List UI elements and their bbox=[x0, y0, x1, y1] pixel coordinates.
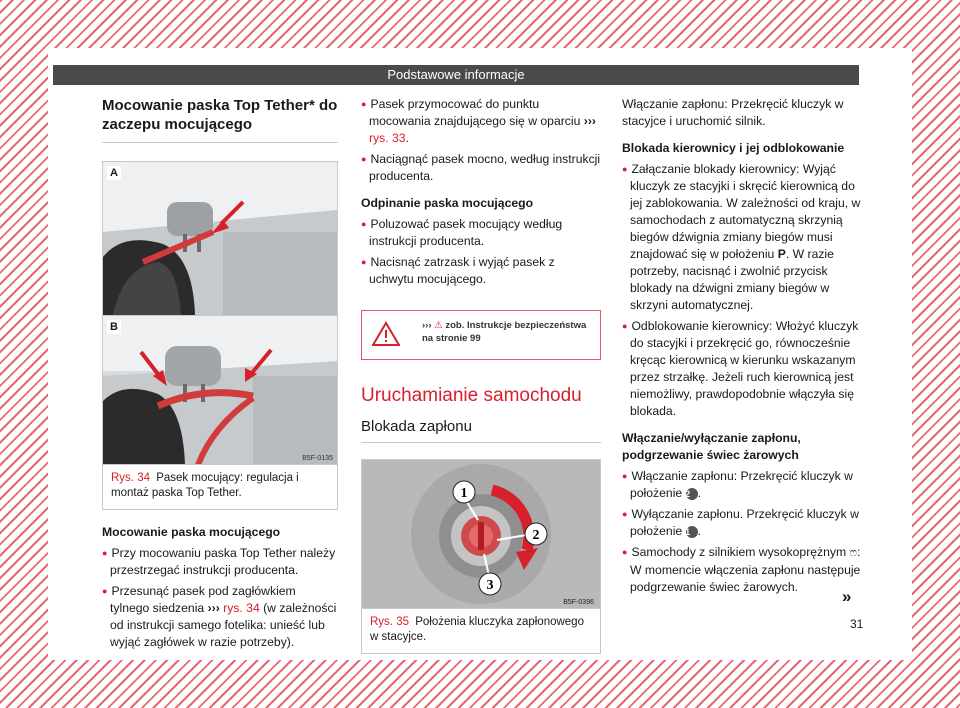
position-label-1: 1 bbox=[460, 486, 468, 501]
subsection-title-blokada: Blokada zapłonu bbox=[361, 418, 601, 443]
continued-mark: » bbox=[842, 587, 852, 606]
column-1 bbox=[102, 96, 338, 651]
figure-35-image bbox=[362, 460, 600, 608]
column-2 bbox=[361, 96, 601, 654]
text: Pasek przymocować do punktu mocowania znajdującego się w oparciu bbox=[369, 97, 581, 128]
warning-icon bbox=[372, 321, 400, 347]
xref-link[interactable]: rys. 33 bbox=[369, 131, 406, 145]
text: . bbox=[697, 524, 701, 538]
list-item: ● Naciągnąć pasek mocno, według instrukcji producenta. bbox=[361, 151, 601, 185]
list-item: ● Nacisnąć zatrzask i wyjąć pasek z uchwytu mocującego. bbox=[361, 254, 601, 288]
text: . W razie potrzeby, nacisnąć i zwolnić przycisk blokady na dźwigni zmiany biegów w skrzyni automatycznej. bbox=[630, 247, 834, 312]
list-item bbox=[102, 583, 338, 651]
text: Przesunąć pasek pod zagłówkiem tylnego siedzenia bbox=[110, 584, 296, 615]
subhead-mocowanie: Mocowanie paska mocującego bbox=[102, 525, 281, 539]
position-label-3: 3 bbox=[486, 578, 494, 593]
list-item: ● Odblokowanie kierownicy: Włożyć kluczyk do stacyjki i przekręcić go, równocześnie kręcąc kierownicą w kierunku wskazanym przez strzałkę. Jeżeli ruch kierownicą jest niemożliwy, prawdopodobnie włączyła się blokada. bbox=[622, 318, 862, 420]
subhead-odpinanie: Odpinanie paska mocującego bbox=[361, 196, 534, 210]
text: . bbox=[405, 131, 409, 145]
text: (w zależności od instrukcji samego fotelika: unieść lub wyjąć zagłówek w razie potrzeby). bbox=[110, 601, 337, 649]
small-warning-icon: ⚠ bbox=[434, 320, 443, 331]
caption-ref: Rys. 34 bbox=[111, 472, 150, 484]
text: Wyłączanie zapłonu. Przekręcić kluczyk w położenie bbox=[630, 507, 859, 538]
xref-arrows[interactable]: ››› bbox=[207, 601, 220, 615]
caption-text: Pasek mocujący: regulacja i montaż paska Top Tether. bbox=[111, 472, 299, 499]
gear-p: P bbox=[777, 247, 786, 261]
figure-code: B5F-0396 bbox=[563, 599, 594, 606]
warning-text[interactable] bbox=[422, 319, 592, 345]
list-item bbox=[622, 544, 862, 596]
position-badge: 2 bbox=[686, 488, 698, 500]
text: . bbox=[697, 486, 701, 500]
list-item bbox=[622, 506, 862, 540]
figure-34-panel-a bbox=[103, 162, 337, 315]
list-item: ● Przy mocowaniu paska Top Tether należy przestrzegać instrukcji producenta. bbox=[102, 545, 338, 579]
warning-arrows: ››› bbox=[422, 320, 432, 331]
list-item bbox=[622, 161, 862, 314]
text: : W momencie włączenia zapłonu następuje podgrzewanie świec żarowych. bbox=[630, 545, 861, 594]
list-item: ● Poluzować pasek mocujący według instrukcji producenta. bbox=[361, 216, 601, 250]
text: Samochody z silnikiem wysokoprężnym bbox=[631, 545, 847, 559]
subhead-blokada-kierownicy: Blokada kierownicy i jej odblokowanie bbox=[622, 141, 845, 155]
figure-35-caption bbox=[362, 608, 600, 653]
list-item bbox=[361, 96, 601, 147]
panel-b-label: B bbox=[107, 320, 121, 334]
panel-a-label: A bbox=[107, 166, 121, 180]
figure-34 bbox=[102, 161, 338, 510]
position-badge: 1 bbox=[686, 526, 698, 538]
xref-link[interactable]: rys. 34 bbox=[223, 601, 260, 615]
figure-34-panel-b bbox=[103, 315, 337, 464]
warning-ref: zob. Instrukcje bezpieczeństwa na stronie 99 bbox=[422, 320, 587, 344]
section-title-uruchamianie: Uruchamianie samochodu bbox=[361, 385, 582, 406]
position-label-2: 2 bbox=[532, 528, 540, 543]
page-number: 31 bbox=[850, 617, 864, 631]
caption-ref: Rys. 35 bbox=[370, 616, 409, 628]
warning-box bbox=[361, 310, 601, 360]
subhead-zaplon: Włączanie/wyłączanie zapłonu, podgrzewanie świec żarowych bbox=[622, 431, 801, 462]
xref-arrows[interactable]: ››› bbox=[583, 114, 596, 128]
paragraph: Włączanie zapłonu: Przekręcić kluczyk w stacyjce i uruchomić silnik. bbox=[622, 97, 844, 128]
figure-35 bbox=[361, 459, 601, 654]
column-3 bbox=[622, 96, 862, 596]
section-title-top-tether: Mocowanie paska Top Tether* do zaczepu mocującego bbox=[102, 96, 338, 143]
header-title: Podstawowe informacje bbox=[387, 67, 525, 82]
figure-code: B5F-0135 bbox=[302, 455, 333, 462]
text: Załączanie blokady kierownicy: Wyjąć kluczyk ze stacyjki i skręcić kierownicą do jej zablokowania. W zależności od kraju, w samochodach z automatyczną skrzynią biegów dźwignia zmiany biegów musi znajdować się w położeniu bbox=[630, 162, 861, 261]
page-header bbox=[53, 65, 859, 85]
text: Włączanie zapłonu: Przekręcić kluczyk w położenie bbox=[630, 469, 853, 500]
caption-text: Położenia kluczyka zapłonowego w stacyjce. bbox=[370, 616, 584, 643]
list-item bbox=[622, 468, 862, 502]
figure-34-caption bbox=[103, 464, 337, 509]
glow-plug-icon: ෆ bbox=[849, 547, 857, 559]
